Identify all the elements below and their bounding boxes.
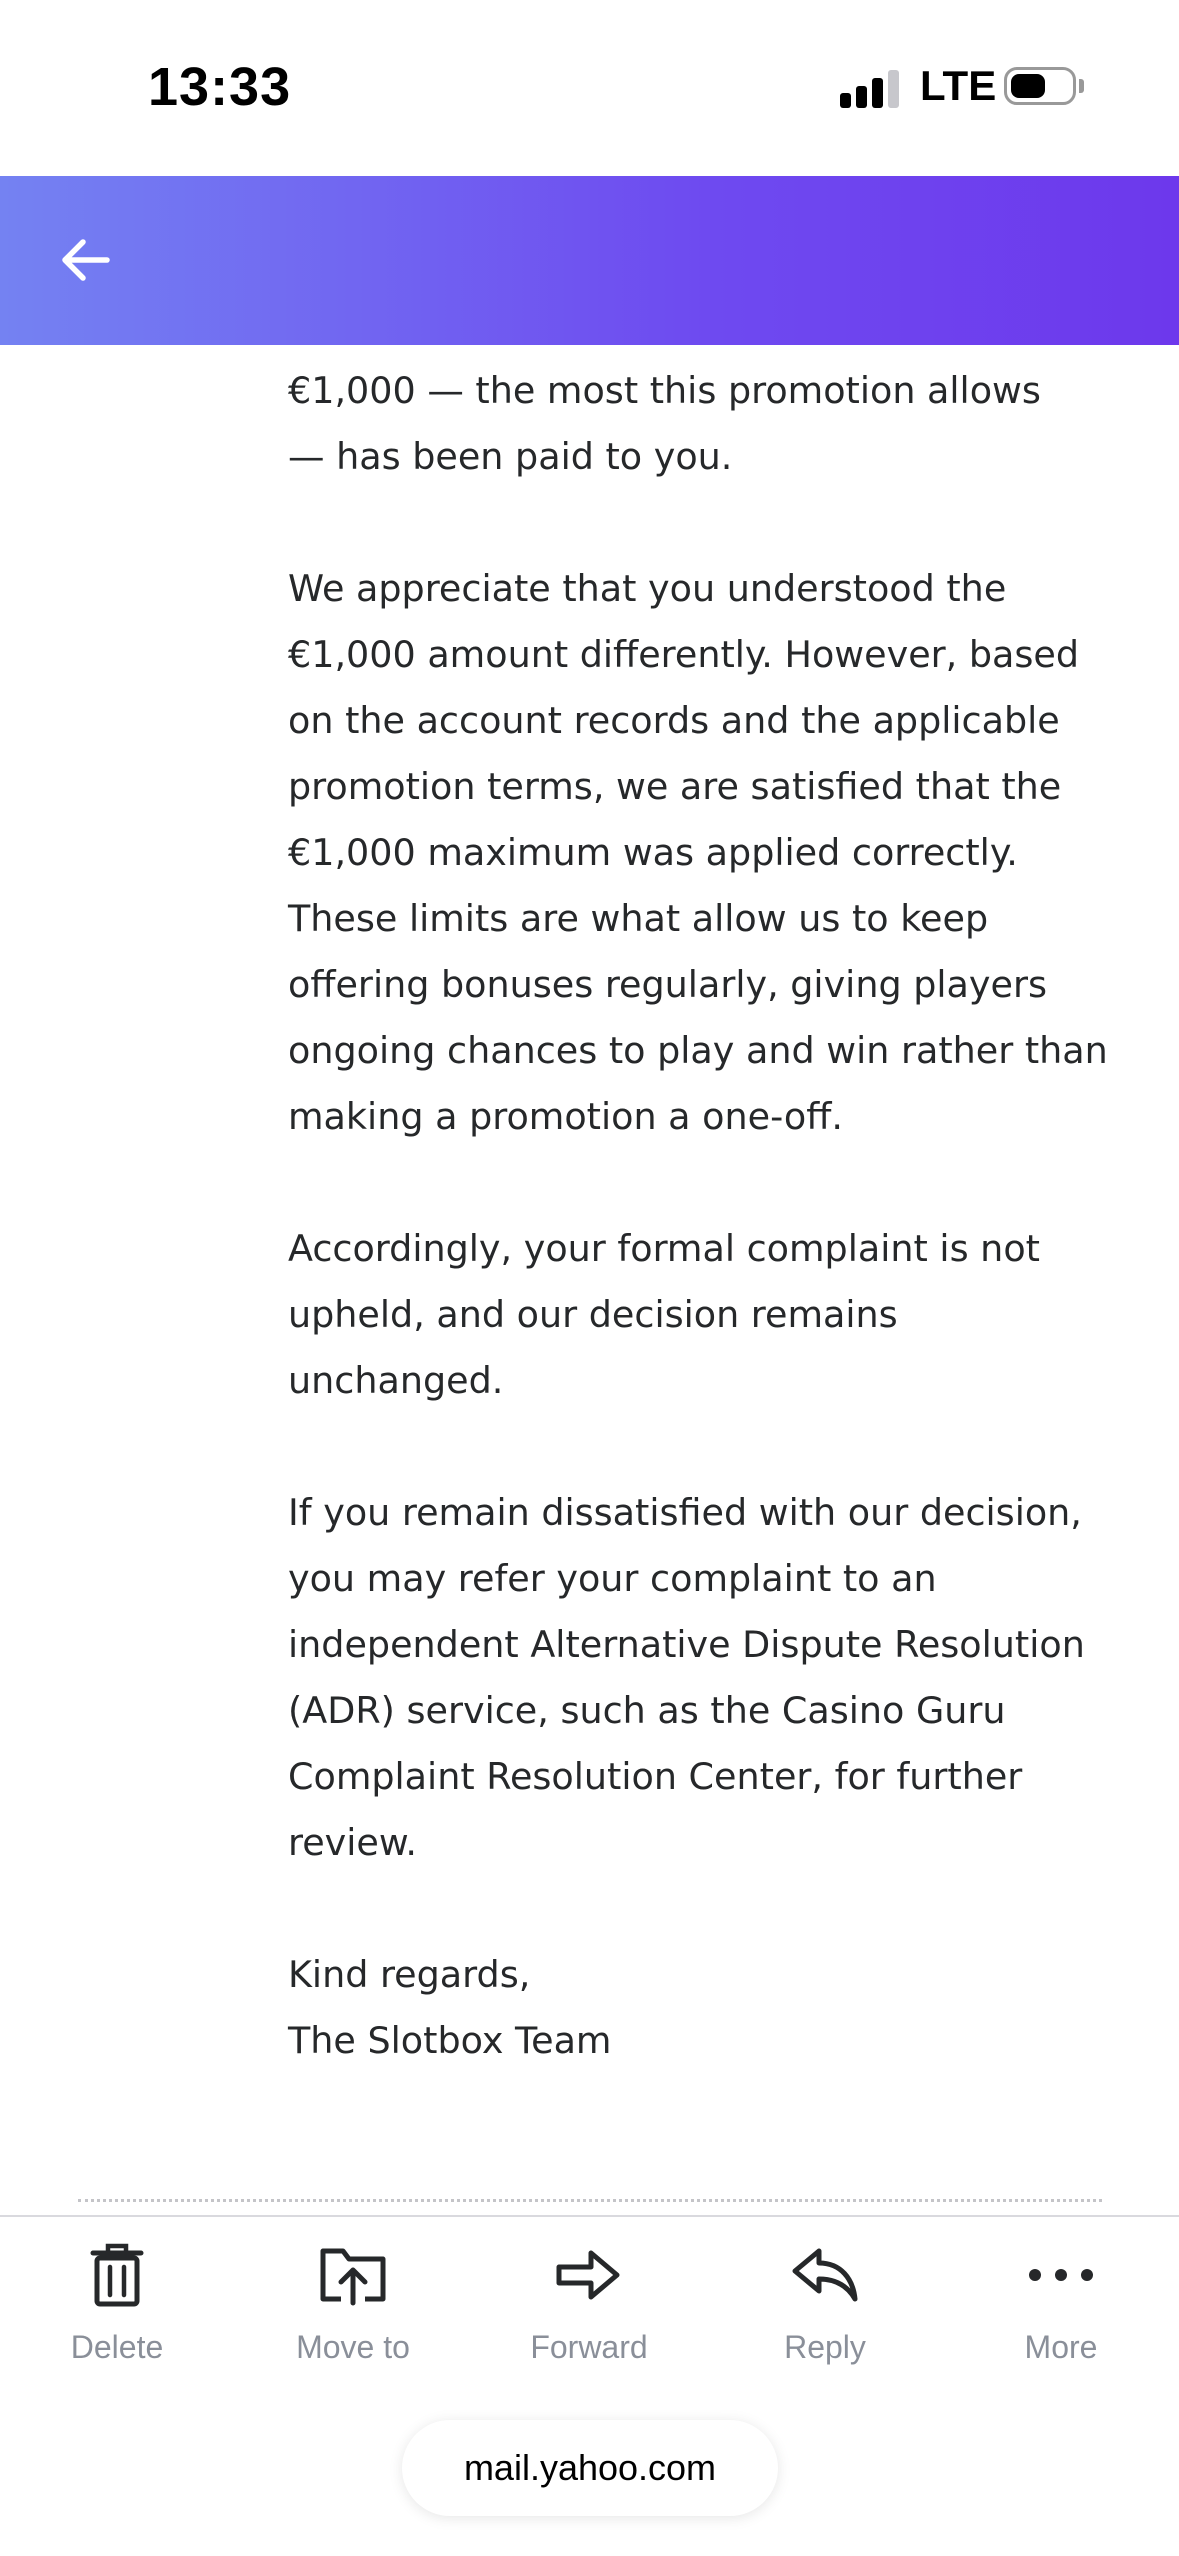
forward-label: Forward <box>530 2329 648 2365</box>
trash-icon <box>81 2239 153 2311</box>
reply-arrow-icon <box>789 2239 861 2311</box>
battery-cap <box>1079 79 1084 93</box>
email-paragraph-1: €1,000 — the most this promotion allows — has been paid to you. <box>288 369 1041 478</box>
status-time: 13:33 <box>148 57 292 117</box>
browser-url-bar[interactable]: mail.yahoo.com <box>402 2420 778 2516</box>
back-button[interactable] <box>40 220 130 300</box>
more-dots-icon <box>1025 2239 1097 2311</box>
email-paragraph-3: Accordingly, your formal complaint is not upheld, and our decision remains unchanged. <box>288 1227 1040 1402</box>
network-label: LTE <box>920 62 997 109</box>
forward-button[interactable] <box>489 2217 689 2392</box>
app-header <box>0 176 1179 345</box>
message-divider <box>78 2199 1102 2202</box>
message-toolbar <box>0 2215 1179 2392</box>
more-label: More <box>1024 2329 1098 2365</box>
delete-button[interactable] <box>17 2217 217 2392</box>
more-button[interactable] <box>961 2217 1161 2392</box>
email-paragraph-4: If you remain dissatisfied with our decision, you may refer your complaint to an independent Alternative Dispute Resolution (ADR) service, such as the Casino Guru Complaint Resolution Center, for further review. <box>288 1491 1085 1864</box>
status-bar <box>0 0 1179 176</box>
arrow-left-icon <box>59 238 111 282</box>
forward-arrow-icon <box>553 2239 625 2311</box>
reply-label: Reply <box>784 2329 866 2365</box>
email-closing: Kind regards, <box>288 1953 531 1996</box>
reply-button[interactable] <box>725 2217 925 2392</box>
folder-upload-icon <box>317 2239 389 2311</box>
move-to-button[interactable] <box>253 2217 453 2392</box>
signal-icon <box>840 68 900 108</box>
email-paragraph-2: We appreciate that you understood the €1,000 amount differently. However, based on the account records and the applicable promotion terms, we are satisfied that the €1,000 maximum was applied correctly. These limits are what allow us to keep offering bonuses regularly, giving players ongoing chances to play and win rather than making a promotion a one-off. <box>288 567 1108 1138</box>
battery-low-icon <box>1004 67 1076 105</box>
email-signature: The Slotbox Team <box>288 2019 612 2062</box>
delete-label: Delete <box>70 2329 164 2365</box>
move-to-label: Move to <box>296 2329 410 2365</box>
email-body <box>288 358 1128 2074</box>
